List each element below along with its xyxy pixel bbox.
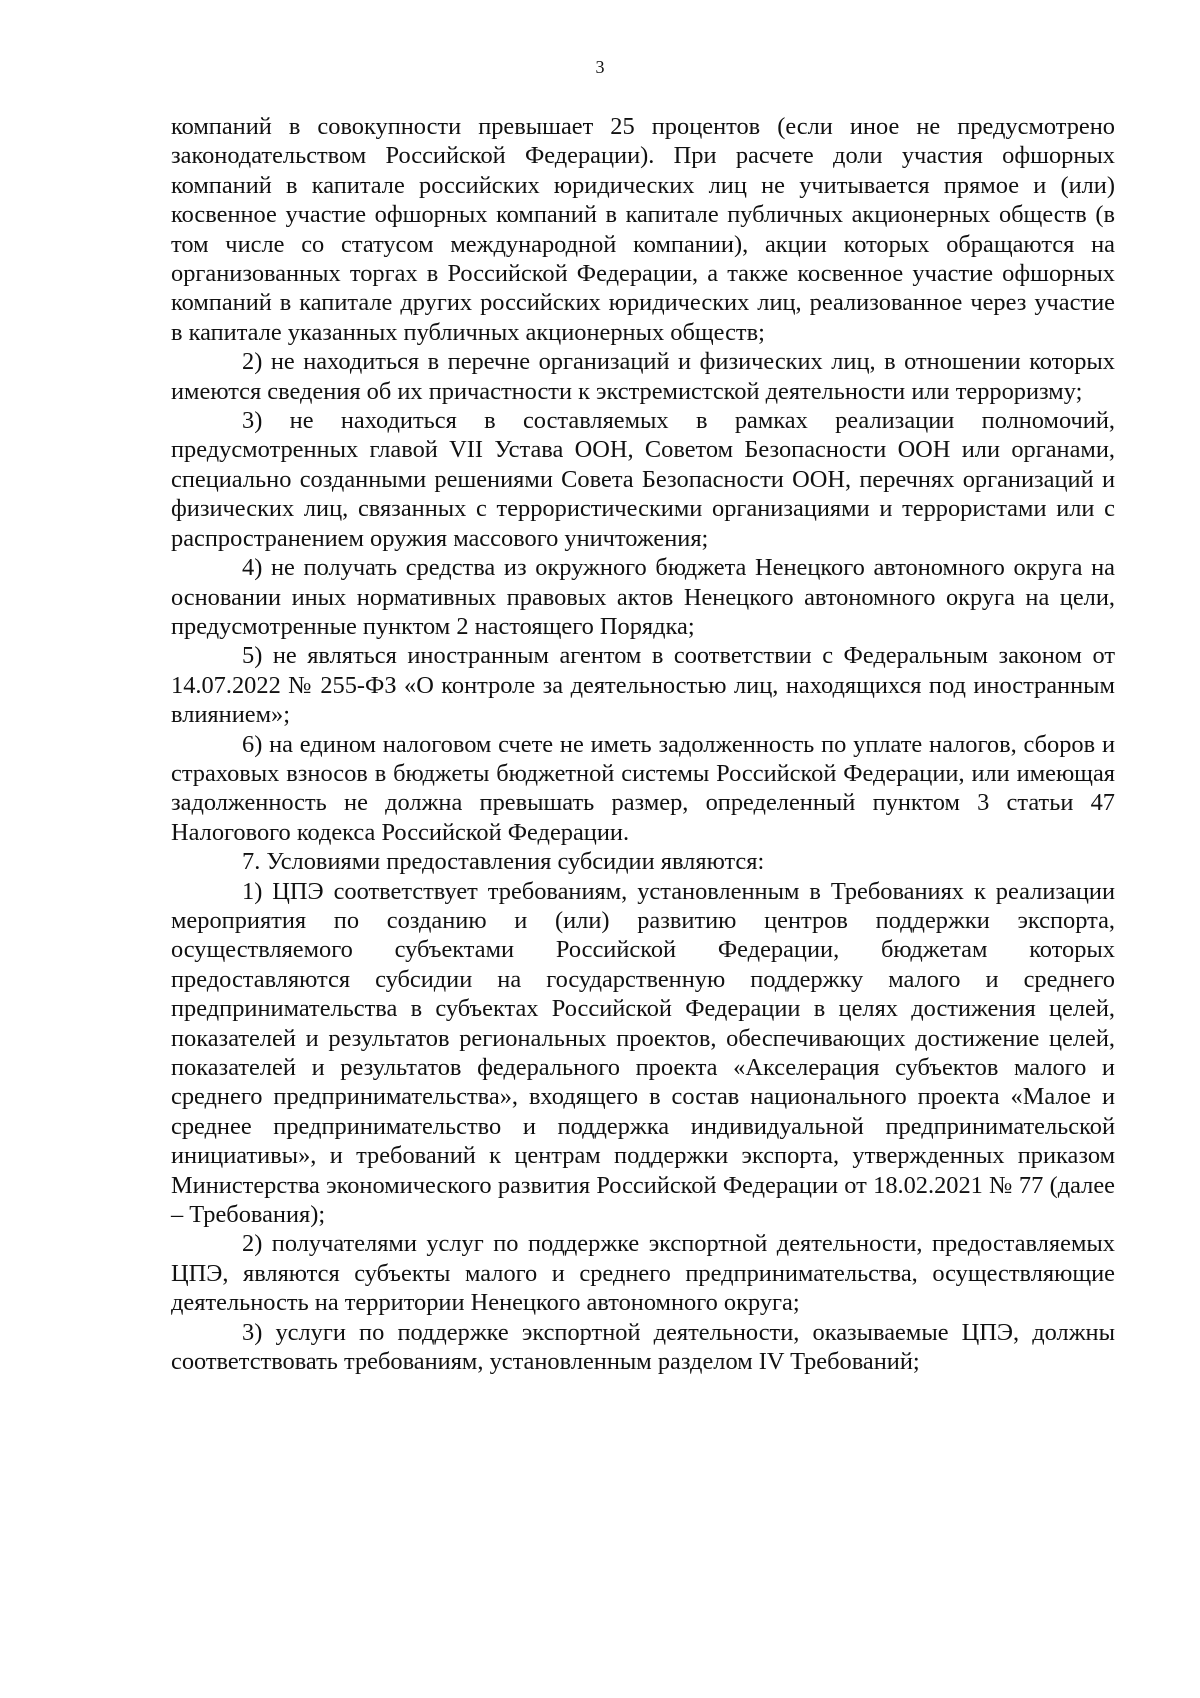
paragraph-item-4: 4) не получать средства из окружного бюджета Ненецкого автономного округа на основании иных нормативных правовых актов Ненецкого автономного округа на цели, предусмотренные пунктом 2 настоящего Порядка; [171, 554, 1115, 640]
paragraph-item-2: 2) не находиться в перечне организаций и физических лиц, в отношении которых имеются сведения об их причастности к экстремистской деятельности или терроризму; [171, 348, 1115, 405]
condition-item-2: 2) получателями услуг по поддержке экспортной деятельности, предоставляемых ЦПЭ, являются субъекты малого и среднего предпринимательства, осуществляющие деятельность на территории Ненецкого автономного округа; [171, 1230, 1115, 1317]
paragraph-item-5: 5) не являться иностранным агентом в соответствии с Федеральным законом от 14.07.2022 № 255-ФЗ «О контроле за деятельностью лиц, находящихся под иностранным влиянием»; [171, 642, 1115, 729]
section-7-heading: 7. Условиями предоставления субсидии являются: [242, 848, 765, 876]
page-number: 3 [595, 57, 605, 77]
condition-item-3: 3) услуги по поддержке экспортной деятельности, оказываемые ЦПЭ, должны соответствовать требованиям, установленным разделом IV Требований; [171, 1318, 1115, 1376]
paragraph-continuation: компаний в совокупности превышает 25 процентов (если иное не предусмотрено законодательством Российской Федерации). При расчете доли участия офшорных компаний в капитале российских юридических лиц не учитывается прямое и (или) косвенное участие офшорных компаний в капитале публичных акционерных обществ (в том числе со статусом международной компании), акции которых обращаются на организованных торгах в Российской Федерации, а также косвенное участие офшорных компаний в капитале других российских юридических лиц, реализованное через участие в капитале указанных публичных акционерных обществ; [171, 113, 1115, 346]
paragraph-item-3: 3) не находиться в составляемых в рамках реализации полномочий, предусмотренных главой VII Устава ООН, Советом Безопасности ООН или органами, специально созданными решениями Совета Безопасности ООН, перечнях организаций и физических лиц, связанных с террористическими организациями и террористами или с распространением оружия массового уничтожения; [171, 407, 1115, 552]
paragraph-item-6: 6) на едином налоговом счете не иметь задолженность по уплате налогов, сборов и страховых взносов в бюджеты бюджетной системы Российской Федерации, или имеющая задолженность не должна превышать размер, определенный пунктом 3 статьи 47 Налогового кодекса Российской Федерации. [171, 730, 1115, 846]
condition-item-1: 1) ЦПЭ соответствует требованиям, установленным в Требованиях к реализации мероприятия по созданию и (или) развитию центров поддержки экспорта, осуществляемого субъектами Российской Федерации, бюджетам которых предоставляются субсидии на государственную поддержку малого и среднего предпринимательства в субъектах Российской Федерации в целях достижения целей, показателей и результатов региональных проектов, обеспечивающих достижение целей, показателей и результатов федерального проекта «Акселерация субъектов малого и среднего предпринимательства», входящего в состав национального проекта «Малое и среднее предпринимательство и поддержка индивидуальной предпринимательской инициативы», и требований к центрам поддержки экспорта, утвержденных приказом Министерства экономического развития Российской Федерации от 18.02.2021 № 77 (далее – Требования); [171, 877, 1115, 1229]
document-body [171, 112, 1115, 1376]
